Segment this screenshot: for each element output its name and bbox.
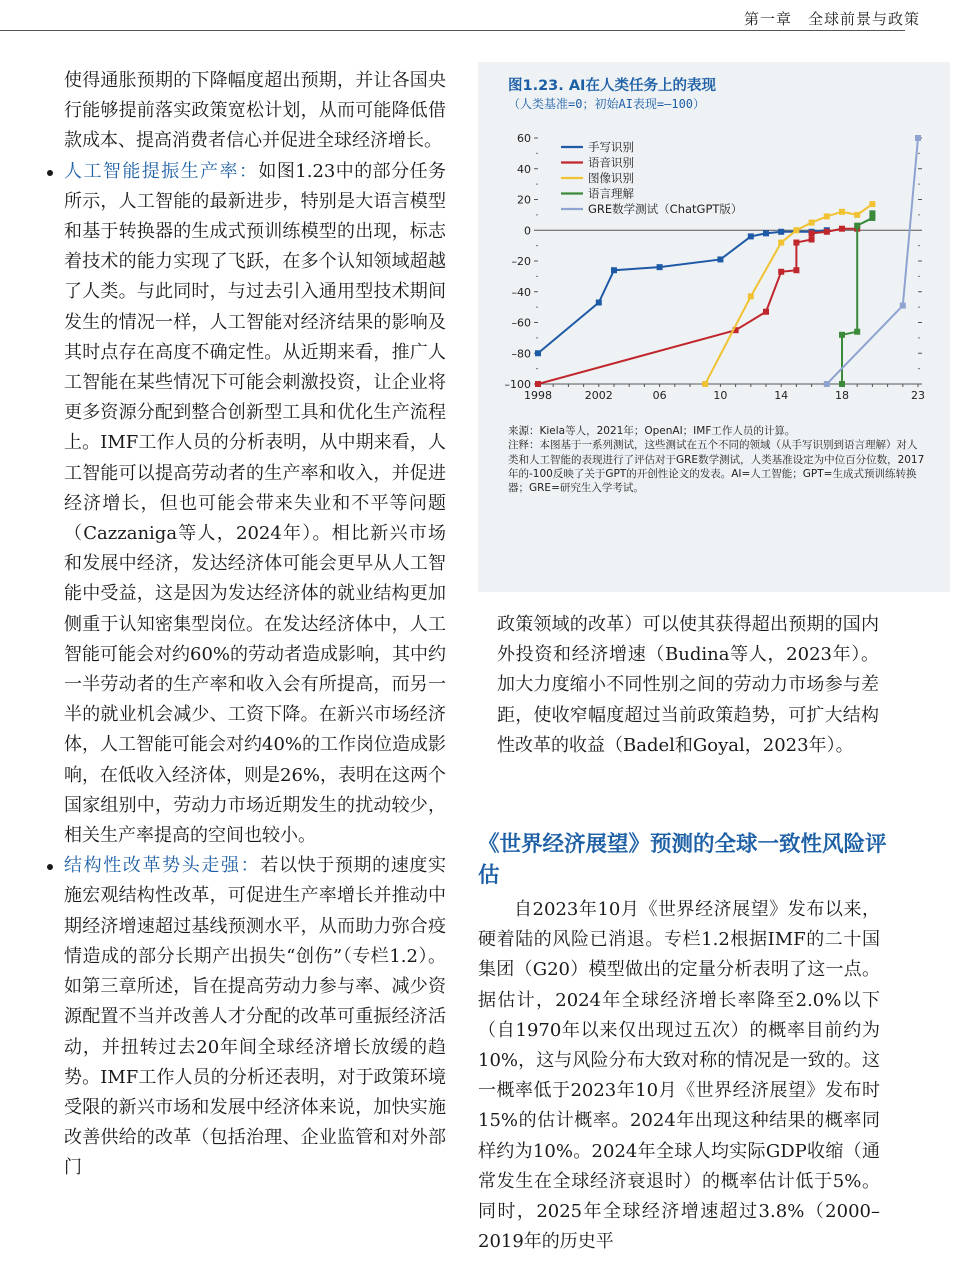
y-tick-label: 60: [517, 132, 531, 145]
y-tick-label: –40: [511, 285, 531, 299]
y-tick-label: 0: [524, 224, 531, 238]
series-point-2: [748, 293, 754, 299]
section-title: 《世界经济展望》预测的全球一致性风险评估: [478, 832, 887, 888]
bullet-ai-body: 如图1.23中的部分任务所示，人工智能的最新进步，特别是大语言模型和基于转换器的生成式预训练模型的出现，标志着技术的能力实现了飞跃，在多个认知领域超越了人类。与此同时，与过去引入通用型技术期间发生的情况一样，人工智能对经济结果的影响及其时点存在高度不确定性。从近期来看，推广人工智能在某些情况下可能会刺激投资，让企业将更多资源分配到整合创新型工具和优化生产流程上。IMF工作人员的分析表明，从中期来看，人工智能可以提高劳动者的生产率和收入，并促进经济增长，但也可能会带来失业和不平等问题（Cazzaniga等人，2024年）。相比新兴市场和发展中经济，发达经济体可能会更早从人工智能中受益，这是因为发达经济体的就业结构更加侧重于认知密集型岗位。在发达经济体中，人工智能可能会对约60%的劳动者造成影响，其中约一半劳动者的生产率和收入会有所提高，而另一半的就业机会减少、工资下降。在新兴市场经济体，人工智能可能会对约40%的工作岗位造成影响，在低收入经济体，则是26%，表明在这两个国家组别中，劳动力市场近期发生的扰动较少，相关生产率提高的空间也较小。: [64, 160, 447, 847]
series-point-1: [793, 267, 799, 273]
figure-note: 注释：本图基于一系列测试，这些测试在五个不同的领域（从手写识别到语言理解）对人类和人工智能的表现进行了评估对于GRE数学测试，人类基准设定为中位百分位数，2017年的-100反映了关于GPT的开创性论文的发表。AI=人工智能；GPT=生成式预训练转换器；GRE=研究生入学考试。: [508, 439, 925, 495]
y-tick-label: –80: [511, 347, 531, 361]
x-tick-label: 14: [774, 389, 789, 402]
x-tick-label: 1998: [524, 389, 552, 402]
series-point-2: [702, 381, 708, 387]
intro-paragraph: 使得通胀预期的下降幅度超出预期，并让各国央行能够提前落实政策宽松计划，从而可能降低借款成本、提高消费者信心并促进全球经济增长。: [64, 70, 446, 152]
left-column: [64, 66, 446, 1184]
figure-subtitle: （人类基准=0；初始AI表现=–100）: [508, 97, 706, 111]
series-point-0: [657, 264, 663, 270]
figure-title: 图1.23. AI在人类任务上的表现: [508, 78, 716, 94]
x-tick-label: 10: [713, 389, 728, 402]
series-point-1: [535, 381, 541, 387]
series-line-0: [538, 230, 827, 353]
y-tick-label: –20: [511, 255, 531, 268]
series-point-3: [854, 223, 860, 229]
series-point-4: [900, 303, 906, 309]
series-line-4: [827, 138, 918, 384]
series-point-0: [778, 229, 784, 235]
series-point-2: [824, 213, 830, 219]
series-point-0: [611, 267, 617, 273]
series-point-3: [839, 381, 845, 387]
series-point-0: [763, 230, 769, 236]
series-point-3: [854, 329, 860, 335]
ai-performance-chart: [478, 122, 950, 412]
right-column-continued: [497, 610, 879, 761]
legend-label-2: 图像识别: [588, 171, 634, 185]
legend-label-1: 语音识别: [588, 155, 634, 170]
bullet-reform-lead: 结构性改革势头走强：: [64, 855, 261, 877]
series-point-0: [748, 233, 754, 239]
series-point-2: [793, 227, 799, 233]
figure-1-23: [478, 62, 950, 592]
x-tick-label: 2002: [584, 389, 613, 402]
figure-notes: [508, 424, 926, 495]
header-rule: [0, 30, 905, 31]
bullet-dot: [47, 170, 53, 176]
series-point-2: [869, 201, 875, 207]
bullet-structural-reform: [64, 851, 446, 1183]
x-tick-label: 06: [652, 389, 667, 402]
series-point-1: [824, 229, 830, 235]
x-tick-label: 23: [911, 389, 925, 402]
bullet-ai-productivity: [64, 157, 446, 852]
series-point-0: [717, 256, 723, 262]
series-point-2: [854, 212, 860, 218]
legend-label-3: 语言理解: [588, 186, 634, 201]
series-point-0: [535, 350, 541, 356]
series-point-4: [915, 135, 921, 141]
series-line-1: [538, 229, 857, 384]
y-tick-label: –60: [511, 316, 531, 330]
series-point-1: [763, 309, 769, 315]
bullet-reform-body: 若以快于预期的速度实施宏观结构性改革，可促进生产率增长并推动中期经济增速超过基线预测水平，从而助力弥合疫情造成的部分长期产出损失“创伤”（专栏1.2）。如第三章所述，旨在提高劳动力参与率、减少资源配置不当并改善人才分配的改革可重振经济活动，并扭转过去20年间全球经济增长放缓的趋势。IMF工作人员的分析还表明，对于政策环境受限的新兴市场和发展中经济体来说，加快实施改善供给的改革（包括治理、企业监管和对外部门: [64, 855, 447, 1179]
section-paragraph: 自2023年10月《世界经济展望》发布以来，硬着陆的风险已消退。专栏1.2根据IMF的二十国集团（G20）模型做出的定量分析表明了这一点。据估计，2024年全球经济增长率降至2.0%以下（自1970年以来仅出现过五次）的概率目前约为10%，这与风险分布大致对称的情况是一致的。这一概率低于2023年10月《世界经济展望》发布时15%的估计概率。2024年出现这种结果的概率同样约为10%。2024年全球人均实际GDP收缩（通常发生在全球经济衰退时）的概率估计低于5%。同时，2025年全球经济增速超过3.8%（2000–2019年的历史平: [478, 899, 880, 1253]
y-tick-label: 20: [517, 193, 531, 207]
legend-label-4: GRE数学测试（ChatGPT版）: [588, 202, 743, 216]
continued-paragraph: 政策领域的改革）可以使其获得超出预期的国内外投资和经济增速（Budina等人，2023年）。加大力度缩小不同性别之间的劳动力市场参与差距，使收窄幅度超过当前政策趋势，可扩大结构性改革的收益（Badel和Goyal，2023年）。: [497, 614, 879, 756]
series-line-3: [842, 213, 872, 384]
series-point-2: [778, 240, 784, 246]
series-point-3: [839, 332, 845, 338]
y-tick-label: 40: [517, 162, 531, 176]
series-point-1: [809, 236, 815, 242]
series-point-2: [839, 209, 845, 215]
page-header: 第一章 全球前景与政策: [743, 10, 920, 28]
series-point-1: [778, 269, 784, 275]
legend-label-0: 手写识别: [588, 140, 634, 154]
series-point-3: [869, 210, 875, 216]
series-point-4: [824, 381, 830, 387]
series-point-2: [809, 220, 815, 226]
x-tick-label: 18: [835, 389, 849, 402]
series-point-1: [809, 230, 815, 236]
series-point-1: [839, 226, 845, 232]
series-point-0: [596, 300, 602, 306]
y-tick-label: –100: [504, 378, 531, 391]
right-column-section: [478, 895, 880, 1257]
bullet-dot: [47, 864, 53, 870]
bullet-ai-lead: 人工智能提振生产率：: [64, 160, 259, 182]
figure-source: 来源：Kiela等人，2021年；OpenAI；IMF工作人员的计算。: [508, 425, 796, 437]
series-point-1: [793, 240, 799, 246]
